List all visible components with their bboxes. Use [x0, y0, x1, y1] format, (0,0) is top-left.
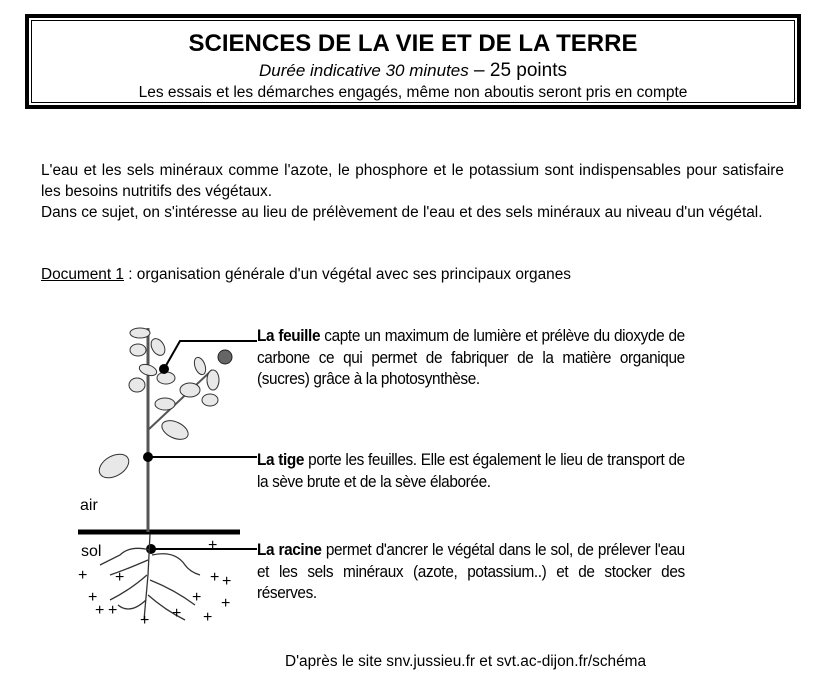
svg-text:+: +	[172, 605, 182, 622]
stem-text: porte les feuilles. Elle est également le lieu de transport de la sève brute et de la sève élaborée.	[257, 451, 685, 491]
svg-text:+: +	[108, 602, 118, 619]
leaf-term: La feuille	[257, 327, 321, 345]
flower-icon	[218, 350, 232, 364]
svg-text:+: +	[78, 567, 88, 584]
soil-label: sol	[81, 543, 102, 560]
source-credit: D'après le site snv.jussieu.fr et svt.ac-dijon.fr/schéma	[285, 653, 647, 670]
points-text: 25 points	[489, 60, 568, 81]
document-caption: : organisation générale d'un végétal avec ses principaux organes	[123, 266, 571, 283]
duration-points-line	[32, 59, 794, 83]
exam-header-inner	[31, 20, 795, 103]
svg-text:+: +	[221, 595, 231, 612]
grading-note: Les essais et les démarches engagés, même non aboutis seront pris en compte	[138, 84, 688, 101]
root-text: permet d'ancrer le végétal dans le sol, de prélever l'eau et les sels minéraux (azote, potassium..) et de stocker des réserves.	[257, 541, 685, 602]
svg-text:+: +	[222, 573, 232, 590]
air-label: air	[80, 497, 98, 514]
intro-text	[41, 160, 784, 223]
svg-text:+: +	[88, 589, 98, 606]
document-title	[41, 264, 571, 285]
root-description	[257, 540, 685, 605]
svg-text:+: +	[140, 612, 150, 629]
root-term: La racine	[257, 541, 322, 559]
stem-term: La tige	[257, 451, 305, 469]
leaf-description	[257, 326, 685, 391]
subject-title: SCIENCES DE LA VIE ET DE LA TERRE	[188, 30, 638, 57]
duration-text: Durée indicative 30 minutes	[258, 61, 469, 80]
svg-text:+: +	[203, 609, 213, 626]
leaves-icon	[95, 328, 219, 483]
svg-text:+: +	[192, 589, 202, 606]
svg-text:+: +	[115, 569, 125, 586]
intro-paragraph-2: Dans ce sujet, on s'intéresse au lieu de prélèvement de l'eau et des sels minéraux au niveau d'un végétal.	[41, 204, 763, 221]
svg-text:+: +	[95, 602, 105, 619]
document-label: Document 1	[41, 266, 124, 283]
plant-diagram	[70, 318, 260, 638]
exam-header-box	[25, 14, 801, 109]
leaf-text: capte un maximum de lumière et prélève du dioxyde de carbone ce qui permet de fabriquer de la matière organique (sucres) grâce à la photosynthèse.	[257, 327, 685, 388]
svg-text:+: +	[208, 537, 218, 554]
separator: –	[468, 60, 490, 81]
svg-text:+: +	[210, 569, 220, 586]
intro-paragraph-1: L'eau et les sels minéraux comme l'azote, le phosphore et le potassium sont indispensables pour satisfaire les besoins nutritifs des végétaux.	[41, 162, 784, 200]
stem-description	[257, 450, 685, 493]
